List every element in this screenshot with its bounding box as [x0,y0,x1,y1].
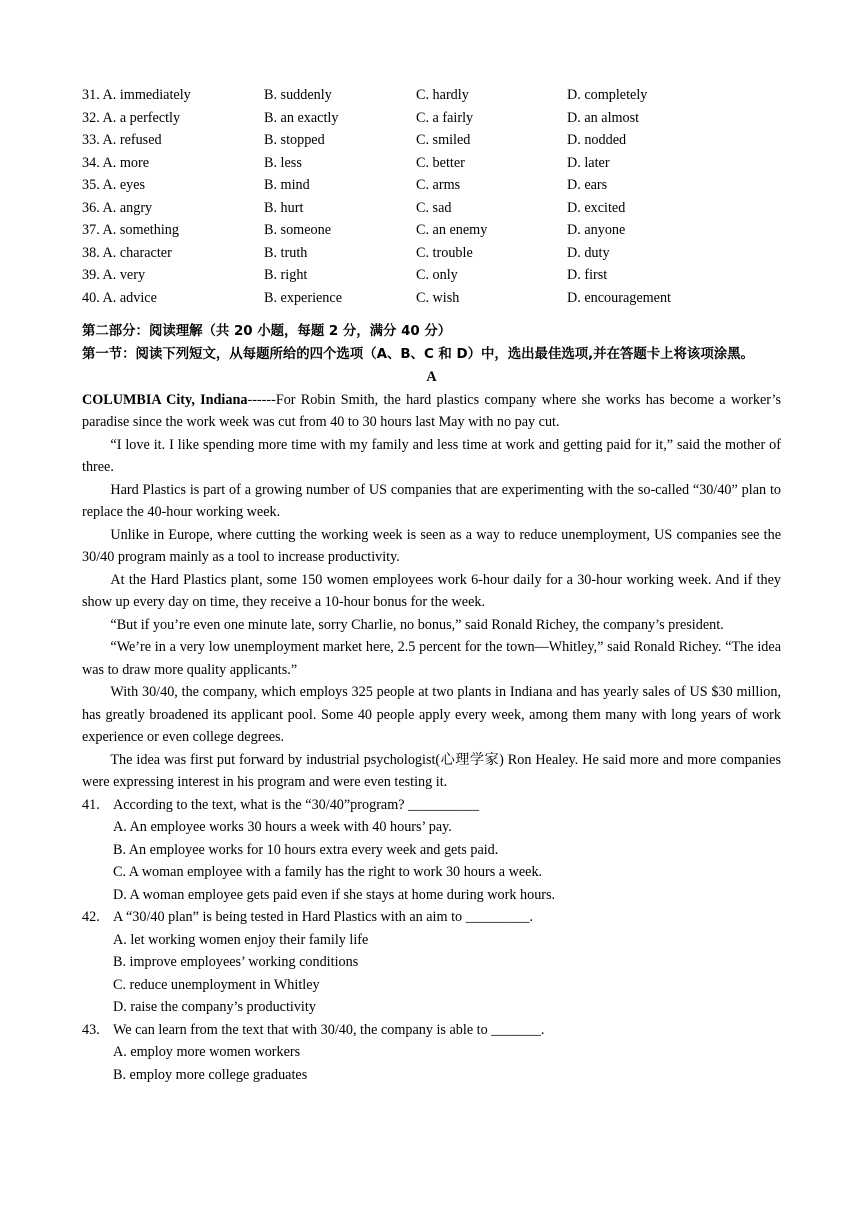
option-b: B. less [264,154,302,171]
option-row [82,84,781,107]
option-b: B. mind [264,177,310,193]
option-a: A. character [102,244,172,261]
option-a: A. advice [102,289,157,306]
option-d: D. ears [567,177,608,193]
answer-choice: D. A woman employee gets paid even if she stays at home during work hours. [113,886,556,903]
option-d: D. duty [567,244,610,261]
option-row [82,174,781,197]
option-d: D. an almost [567,109,640,126]
answer-choice: A. let working women enjoy their family life [113,931,369,948]
option-b: B. an exactly [264,109,339,126]
option-a: A. more [102,154,149,171]
option-c: C. hardly [416,87,469,103]
question-number: 37. [82,222,100,238]
option-c: C. wish [416,289,460,306]
option-c: C. better [416,154,465,171]
question-number: 31. [82,87,100,103]
option-c: C. sad [416,199,452,216]
answer-choice: B. An employee works for 10 hours extra every week and gets paid. [113,841,499,858]
question-number: 42. [82,909,100,925]
option-a: A. refused [102,132,162,148]
passage-paragraph: “But if you’re even one minute late, sorry Charlie, no bonus,” said Ronald Richey, the company’s president. [110,616,724,633]
option-b: B. truth [264,244,308,261]
option-row [82,264,781,287]
option-d: D. later [567,154,610,171]
passage-paragraph: COLUMBIA City, Indiana------For Robin Smith, the hard plastics company where she works has become a worker’s paradise since the work week was cut from 40 to 30 hours last May with no pay cut. [82,391,781,430]
option-row [82,287,781,310]
part-title: 第二部分：阅读理解（共 20 小题，每题 2 分，满分 40 分） [82,324,452,339]
option-c: C. an enemy [416,222,488,238]
option-a: A. something [102,222,179,238]
question-number: 39. [82,267,100,283]
question-43 [82,1019,781,1087]
option-c: C. smiled [416,132,471,148]
question-stem: According to the text, what is the “30/40”program? __________ [113,796,480,813]
option-b: B. right [264,267,308,283]
question-number: 33. [82,132,100,148]
answer-choice: B. improve employees’ working conditions [113,954,359,970]
option-row [82,152,781,175]
option-d: D. nodded [567,132,627,148]
option-row [82,129,781,152]
option-b: B. experience [264,289,342,306]
answer-choice: C. reduce unemployment in Whitley [113,976,320,993]
passage-title: A [426,369,437,385]
options-table [82,84,781,309]
question-number: 36. [82,199,100,216]
option-a: A. a perfectly [102,109,181,126]
answer-choice: A. An employee works 30 hours a week with 40 hours’ pay. [113,819,452,835]
question-42 [82,906,781,1019]
option-d: D. anyone [567,222,626,238]
option-row [82,242,781,265]
option-c: C. trouble [416,244,473,261]
option-a: A. very [102,267,146,283]
option-c: C. arms [416,177,461,193]
question-number: 43. [82,1021,100,1038]
question-number: 38. [82,244,100,261]
question-41 [82,794,781,907]
exam-page [82,84,781,1086]
option-b: B. suddenly [264,87,332,103]
option-b: B. stopped [264,132,325,148]
option-c: C. only [416,267,458,283]
option-b: B. hurt [264,199,304,216]
passage-paragraph: The idea was first put forward by industrial psychologist(心理学家) Ron Healey. He said more and more companies were expressing interest in his program and were even testing it. [82,751,781,790]
option-row [82,107,781,130]
passage-paragraph: Unlike in Europe, where cutting the working week is seen as a way to reduce unemployment, US companies see the 30/40 program mainly as a tool to increase productivity. [82,526,781,565]
option-d: D. encouragement [567,289,671,306]
dateline: COLUMBIA City, Indiana [82,391,248,408]
question-number: 35. [82,177,100,193]
passage-paragraph: With 30/40, the company, which employs 325 people at two plants in Indiana and has yearly sales of US $30 million, has greatly broadened its applicant pool. Some 40 people apply every week, among them many with long years of work experience or even college degrees. [82,684,781,745]
option-c: C. a fairly [416,109,474,126]
answer-choice: D. raise the company’s productivity [113,999,316,1015]
option-d: D. excited [567,199,626,216]
option-row [82,219,781,242]
option-d: D. first [567,267,608,283]
answer-choice: C. A woman employee with a family has the right to work 30 hours a week. [113,864,543,880]
question-stem: A “30/40 plan” is being tested in Hard Plastics with an aim to _________. [113,909,534,925]
section-instruction: 第一节：阅读下列短文，从每题所给的四个选项（A、B、C 和 D）中，选出最佳选项,并在答题卡上将该项涂黑。 [82,346,754,362]
question-number: 32. [82,109,100,126]
passage-paragraph: Hard Plastics is part of a growing number of US companies that are experimenting with the so-called “30/40” plan to replace the 40-hour working week. [82,481,781,520]
passage-body [82,389,781,794]
option-d: D. completely [567,87,648,103]
question-number: 34. [82,154,100,171]
option-a: A. angry [102,199,153,216]
option-a: A. immediately [102,87,191,103]
passage-paragraph: “I love it. I like spending more time with my family and less time at work and getting paid for it,” said the mother of three. [82,436,781,475]
option-row [82,197,781,220]
answer-choice: B. employ more college graduates [113,1066,308,1083]
question-number: 41. [82,796,100,813]
option-b: B. someone [264,222,331,238]
question-stem: We can learn from the text that with 30/40, the company is able to _______. [113,1021,545,1038]
answer-choice: A. employ more women workers [113,1044,301,1060]
question-number: 40. [82,289,100,306]
passage-paragraph: “We’re in a very low unemployment market here, 2.5 percent for the town—Whitley,” said Ronald Richey. “The idea was to draw more quality applicants.” [82,639,781,678]
option-a: A. eyes [102,177,146,193]
passage-paragraph: At the Hard Plastics plant, some 150 women employees work 6-hour daily for a 30-hour working week. And if they show up every day on time, they receive a 10-hour bonus for the week. [82,571,781,610]
